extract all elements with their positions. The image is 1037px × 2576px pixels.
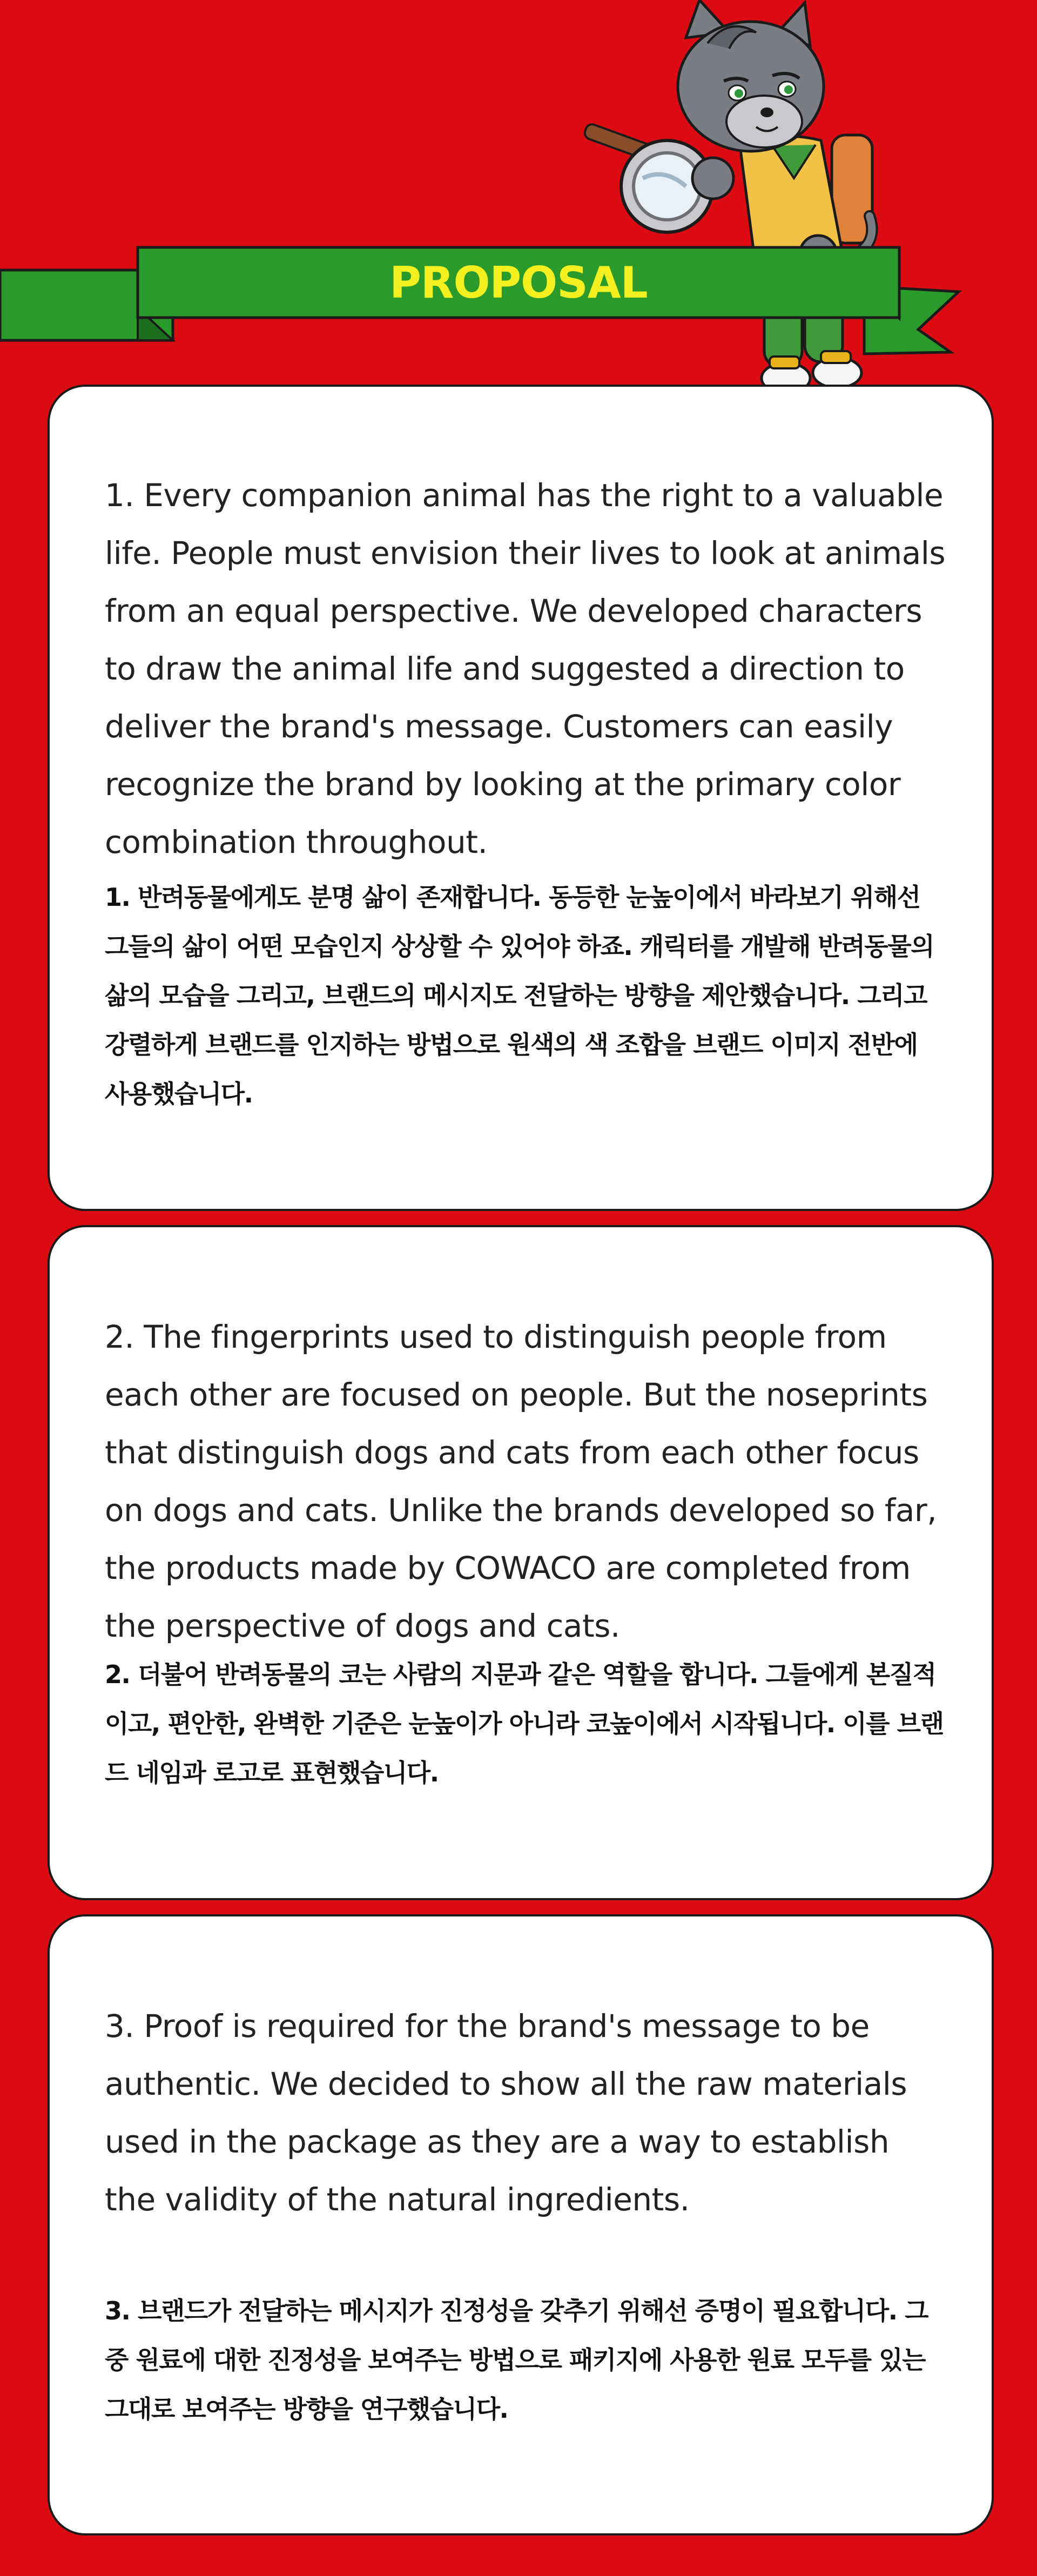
section-3-english-text: 3. Proof is required for the brand's message to be authentic. We decided to show all the raw materials used in the package as they are a way to establish the validity of the natural ingredients. (105, 2008, 907, 2218)
banner-title: PROPOSAL (389, 257, 648, 308)
section-1-korean-text: 1. 반려동물에게도 분명 삶이 존재합니다. 동등한 눈높이에서 바라보기 위해선 그들의 삶이 어떤 모습인지 상상할 수 있어야 하죠. 캐릭터를 개발해 반려동물의 삶의 모습을 그리고, 브랜드의 메시지도 전달하는 방향을 제안했습니다. 그리고 강렬하게 브랜드를 인지하는 방법으로 원색의 색 조합을 브랜드 이미지 전반에 사용했습니다. (105, 883, 934, 1108)
section-2-korean-text: 2. 더불어 반려동물의 코는 사람의 지문과 같은 역할을 합니다. 그들에게 본질적이고, 편안한, 완벽한 기준은 눈높이가 아니라 코높이에서 시작됩니다. 이를 브랜드 네임과 로고로 표현했습니다. (105, 1660, 944, 1787)
section-2-english-text: 2. The fingerprints used to distinguish people from each other are focused on people. But the noseprints that distinguish dogs and cats from each other focus on dogs and cats. Unlike the brands developed so far, the products made by COWACO are completed from the perspective of dogs and cats. (105, 1319, 937, 1644)
proposal-card-1 (48, 385, 994, 1211)
section-3-korean-text: 3. 브랜드가 전달하는 메시지가 진정성을 갖추기 위해선 증명이 필요합니다. 그 중 원료에 대한 진정성을 보여주는 방법으로 패키지에 사용한 원료 모두를 있는 그대로 보여주는 방향을 연구했습니다. (105, 2296, 928, 2424)
proposal-card-2 (48, 1225, 994, 1900)
section-1-english-text: 1. Every companion animal has the right to a valuable life. People must envision their lives to look at animals from an equal perspective. We developed characters to draw the animal life and suggested a direction to deliver the brand's message. Customers can easily recognize the brand by looking at the primary color combination throughout. (105, 477, 946, 860)
proposal-card-3 (48, 1914, 994, 2535)
